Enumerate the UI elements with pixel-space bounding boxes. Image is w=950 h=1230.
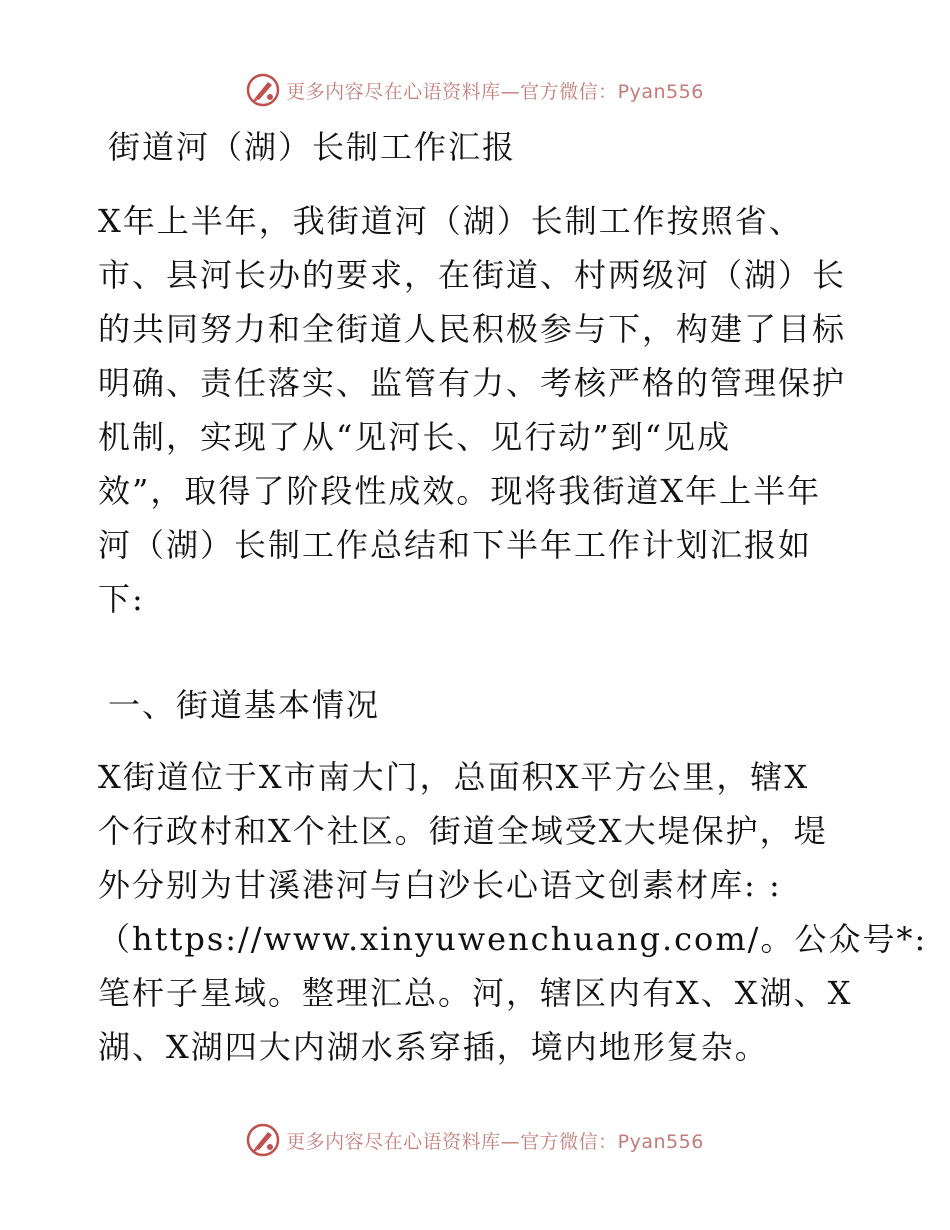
pen-logo-icon <box>246 73 280 107</box>
text-line: X街道位于X市南大门，总面积X平方公里，辖X <box>98 758 810 796</box>
intro-paragraph <box>98 194 858 626</box>
text-line: 明确、责任落实、监管有力、考核严格的管理保护 <box>98 364 847 402</box>
text-line: 的共同努力和全街道人民积极参与下，构建了目标 <box>98 310 847 348</box>
text-line: 湖、X湖四大内湖水系穿插，境内地形复杂。 <box>98 1028 769 1066</box>
watermark-text: 更多内容尽在心语资料库—官方微信：Pyan556 <box>286 80 704 103</box>
text-line: 机制，实现了从“见河长、见行动”到“见成 <box>98 418 732 456</box>
text-line: 外分别为甘溪港河与白沙长心语文创素材库: : <box>98 866 782 904</box>
text-line: 效”，取得了阶段性成效。现将我街道X年上半年 <box>98 472 822 510</box>
text-line: 市、县河长办的要求，在街道、村两级河（湖）长 <box>98 256 847 294</box>
text-line: 下: <box>98 580 145 618</box>
footer-watermark-banner <box>0 1118 950 1162</box>
document-title: 街道河（湖）长制工作汇报 <box>108 128 517 166</box>
basic-info-paragraph <box>98 750 928 1074</box>
text-line: X年上半年，我街道河（湖）长制工作按照省、 <box>98 202 803 240</box>
header-watermark-banner <box>0 68 950 112</box>
text-line: （https://www.xinyuwenchuang.com/。公众号*: <box>98 920 928 958</box>
watermark-text: 更多内容尽在心语资料库—官方微信：Pyan556 <box>286 1130 704 1153</box>
text-line: 笔杆子星域。整理汇总。河，辖区内有X、X湖、X <box>98 974 853 1012</box>
pen-logo-icon <box>246 1123 280 1157</box>
text-line: 个行政村和X个社区。街道全域受X大堤保护，堤 <box>98 812 828 850</box>
text-line: 河（湖）长制工作总结和下半年工作计划汇报如 <box>98 526 813 564</box>
section-heading-basic-info: 一、街道基本情况 <box>108 686 381 724</box>
